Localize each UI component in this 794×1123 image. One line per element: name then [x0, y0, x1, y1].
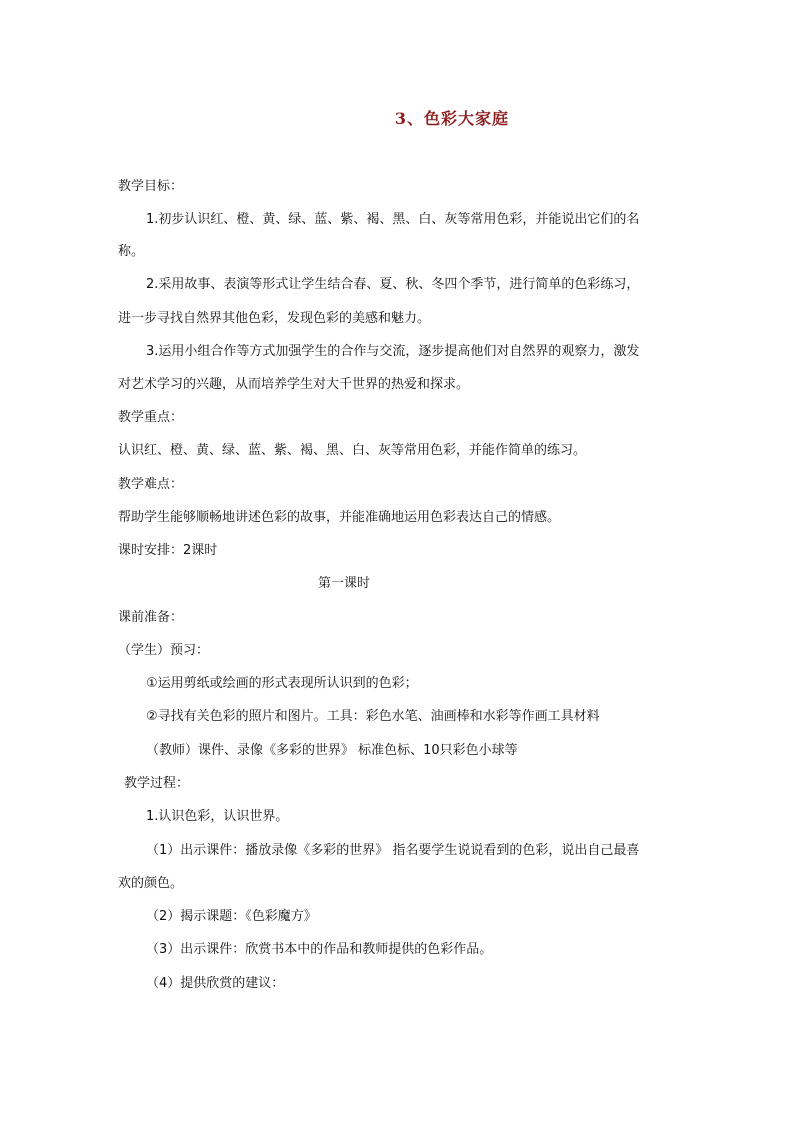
- page-title: 3、色彩大家庭: [394, 109, 510, 128]
- schedule-text: 课时安排：2课时: [118, 543, 218, 558]
- objectives-heading: 教学目标：: [118, 179, 184, 194]
- student-prep: （学生）预习：: [118, 643, 210, 658]
- step-1-1-line2: 欢的颜色。: [118, 876, 184, 891]
- difficulties-text: 帮助学生能够顺畅地讲述色彩的故事，并能准确地运用色彩表达自己的情感。: [118, 510, 561, 525]
- lesson-heading: 第一课时: [318, 576, 371, 591]
- student-item-2: ②寻找有关色彩的照片和图片。工具：彩色水笔、油画棒和水彩等作画工具材料: [146, 709, 600, 724]
- objective-1-line2: 称。: [118, 244, 145, 259]
- key-points-text: 认识红、橙、黄、绿、蓝、紫、褐、黑、白、灰等常用色彩，并能作简单的练习。: [118, 443, 587, 458]
- objective-1-line1: 1.初步认识红、橙、黄、绿、蓝、紫、褐、黑、白、灰等常用色彩，并能说出它们的名: [146, 212, 640, 227]
- teacher-prep: （教师）课件、录像《多彩的世界》 标准色标、10只彩色小球等: [146, 743, 518, 758]
- step-1-2: （2）揭示课题：《色彩魔方》: [146, 909, 317, 924]
- objective-2-line2: 进一步寻找自然界其他色彩，发现色彩的美感和魅力。: [118, 311, 431, 326]
- objective-3-line1: 3.运用小组合作等方式加强学生的合作与交流，逐步提高他们对自然界的观察力，激发: [146, 344, 640, 359]
- key-points-heading: 教学重点：: [118, 410, 184, 425]
- step-1-4: （4）提供欣赏的建议：: [146, 976, 285, 991]
- objective-2-line1: 2.采用故事、表演等形式让学生结合春、夏、秋、冬四个季节，进行简单的色彩练习，: [146, 277, 640, 292]
- prep-heading: 课前准备：: [118, 610, 184, 625]
- objective-3-line2: 对艺术学习的兴趣，从而培养学生对大千世界的热爱和探求。: [118, 377, 470, 392]
- student-item-1: ①运用剪纸或绘画的形式表现所认识到的色彩；: [146, 676, 418, 691]
- step-1-1-line1: （1）出示课件：播放录像《多彩的世界》 指名要学生说说看到的色彩，说出自己最喜: [146, 843, 640, 858]
- difficulties-heading: 教学难点：: [118, 477, 184, 492]
- process-heading: 教学过程：: [124, 776, 190, 791]
- step-1-3: （3）出示课件：欣赏书本中的作品和教师提供的色彩作品。: [146, 942, 493, 957]
- step-1: 1.认识色彩，认识世界。: [146, 809, 289, 824]
